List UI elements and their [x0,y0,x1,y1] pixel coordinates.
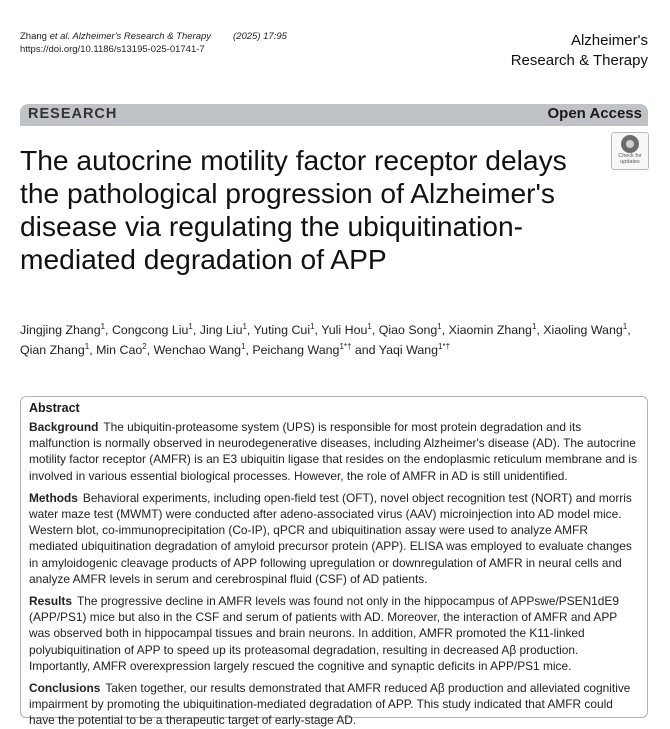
citation-year-volume: (2025) 17:95 [233,31,287,42]
check-updates-line1: Check for [618,153,642,159]
abstract-results [29,593,639,674]
author-name[interactable]: Jing Liu [199,323,243,337]
author-affiliation: 1 [84,341,90,351]
author-affiliation: 1*† [438,341,451,351]
results-label: Results [29,594,72,609]
author-separator: , [536,323,544,337]
author-separator: , [441,323,449,337]
check-for-updates-badge[interactable] [611,132,649,170]
author-name[interactable]: Xiaoling Wang [543,323,623,337]
author-affiliation: 1*† [339,341,352,351]
background-label: Background [29,420,99,434]
methods-text: Behavioral experiments, including open-field test (OFT), novel object recognition test (NORT) and morris water maze test (MWMT) were conducted after adeno-associated virus (AAV) microinjection into AD model mice. Western blot, co-immunoprecipitation (Co-IP), qPCR and ubiquitination assay were used to analyze AMFR mediated ubiquitination degradation of amyloid precursor protein (APP). ELISA was employed to evaluate changes in amyloidogenic cleavage products of APP following upregulation or downregulation of AMFR in neural cells and analyze AMFR levels in serum and cerebrospinal fluid (CSF) of AD patients. [29,490,632,586]
journal-name-line2: Research & Therapy [510,52,648,69]
author-separator: , [246,323,254,337]
author-list [20,320,652,360]
conclusions-label: Conclusions [29,681,101,696]
author-affiliation: 1 [531,321,537,331]
results-text: The progressive decline in AMFR levels was found not only in the hippocampus of APPswe/PSEN1dE9 (APP/PS1) mice but also in the CSF and serum of patients with AD. Moreover, the interaction of AMFR and APP was observed both in hippocampal tissues and brain neurons. In addition, AMFR promoted the K11-linked polyubiquitination of APP to speed up its proteasomal degradation, resulting in decreased Aβ production. Importantly, AMFR overexpression largely rescued the cognitive and synaptic deficits in APP/PS1 mice. [29,594,619,673]
author-separator: , [105,323,112,337]
journal-name-line1: Alzheimer's [570,32,648,49]
author-affiliation: 1 [367,321,372,331]
author-name[interactable]: Peichang Wang [252,343,340,357]
author-separator: , [371,323,379,337]
methods-label: Methods [29,490,78,505]
author-name[interactable]: Jingjing Zhang [20,323,101,337]
author-separator: , [192,323,200,337]
author-affiliation: 1 [188,321,193,331]
author-separator: , [245,343,253,357]
author-affiliation: 1 [622,321,628,331]
check-updates-line2: updates [620,159,640,165]
author-separator: , [314,323,322,337]
article-title: The autocrine motility factor receptor delays the pathological progression of Alzheimer's disease via regulating the ubiquitination-mediated degradation of APP [20,144,567,275]
author-name[interactable]: Qiao Song [378,323,438,337]
citation-journal: et al. Alzheimer's Research & Therapy [49,31,212,42]
check-updates-icon [621,135,639,153]
section-bar [20,104,648,126]
author-name[interactable]: Yuting Cui [253,323,311,337]
author-name[interactable]: Min Cao [96,343,143,357]
author-affiliation: 1 [100,321,106,331]
author-name[interactable]: Yuli Hou [321,323,368,337]
author-affiliation: 1 [242,321,247,331]
journal-logo [511,31,648,71]
abstract-conclusions [29,680,639,729]
citation-authors: Zhang [20,31,50,42]
citation-block [20,30,287,56]
abstract-methods [29,490,639,587]
conclusions-text: Taken together, our results demonstrated that AMFR reduced Aβ production and alleviated cognitive impairment by promoting the ubiquitination-mediated degradation of APP. This study indicated that AMFR could have the potential to be a therapeutic target of early-stage AD. [29,681,631,728]
doi-link[interactable]: https://doi.org/10.1186/s13195-025-01741-7 [20,44,205,55]
author-name[interactable]: Qian Zhang [20,343,85,357]
abstract-background [29,419,639,484]
author-separator: and [351,343,379,357]
open-access-label: Open Access [547,105,642,122]
background-text: The ubiquitin-proteasome system (UPS) is responsible for most protein degradation and its malfunction is normally observed in neurodegenerative diseases, including Alzheimer's disease (AD). The autocrine motility factor receptor (AMFR) is an E3 ubiquitin ligase that resides on the endoplasmic reticulum membrane and is involved in various essential biological processes. However, the role of AMFR in AD is still unidentified. [29,420,638,483]
abstract-heading: Abstract [29,401,80,415]
author-affiliation: 1 [310,321,315,331]
author-name[interactable]: Xiaomin Zhang [448,323,532,337]
author-name[interactable]: Congcong Liu [111,323,189,337]
author-separator: , [146,343,154,357]
author-affiliation: 1 [241,341,246,351]
abstract-box [20,396,648,728]
author-affiliation: 2 [142,341,147,351]
author-name[interactable]: Yaqi Wang [378,343,439,357]
author-separator: , [627,323,631,337]
author-separator: , [89,343,97,357]
author-affiliation: 1 [437,321,442,331]
author-name[interactable]: Wenchao Wang [153,343,242,357]
article-type-label: RESEARCH [28,106,118,122]
